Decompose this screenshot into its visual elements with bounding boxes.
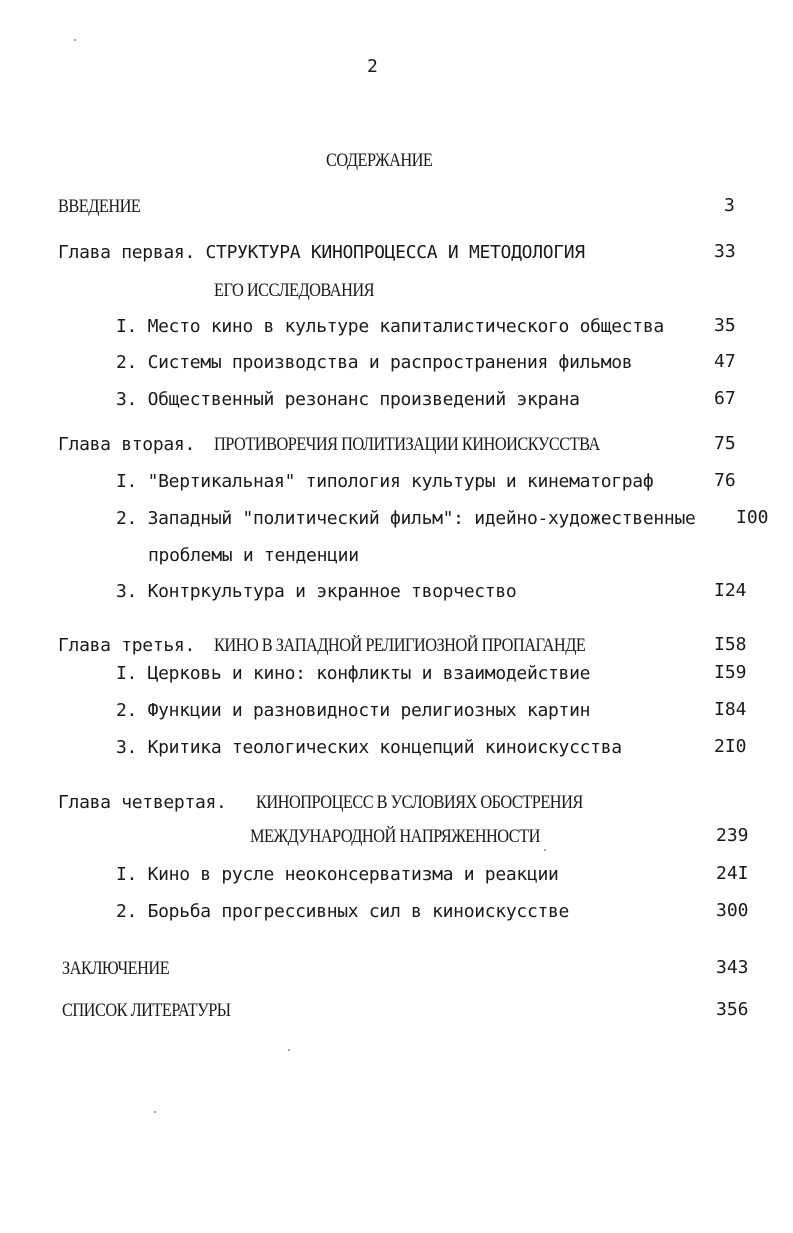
toc-ch2-item-3-page: I24 — [714, 580, 747, 601]
toc-ch2-item-2-line2: проблемы и тенденции — [148, 545, 359, 566]
toc-ch3-item-1: I. Церковь и кино: конфликты и взаимодействие — [116, 663, 591, 684]
toc-ch4-item-2: 2. Борьба прогрессивных сил в киноискусстве — [116, 901, 570, 922]
toc-ch3-item-2-page: I84 — [714, 699, 747, 720]
toc-ch2-title — [58, 434, 195, 456]
toc-conclusion-label: ЗАКЛЮЧЕНИЕ — [62, 958, 170, 979]
toc-ch3-item-1-page: I59 — [714, 662, 747, 683]
toc-ch2-page: 75 — [714, 433, 736, 454]
scan-speck — [74, 39, 76, 41]
toc-ch4-page: 239 — [716, 825, 749, 846]
toc-ch4-title — [58, 792, 227, 814]
toc-bibliography-page: 356 — [716, 999, 749, 1020]
page-number: 2 — [367, 56, 378, 77]
scan-speck — [288, 1049, 290, 1051]
toc-ch4-item-1-page: 24I — [716, 863, 749, 884]
toc-ch4-item-1: I. Кино в русле неоконсерватизма и реакции — [116, 864, 559, 885]
toc-intro-label: ВВЕДЕНИЕ — [58, 196, 141, 217]
toc-ch1-item-2: 2. Системы производства и распространения фильмов — [116, 352, 633, 373]
toc-ch3-title — [58, 635, 195, 657]
toc-ch3-item-3-page: 2I0 — [714, 736, 747, 757]
toc-ch1-item-3-page: 67 — [714, 388, 736, 409]
scan-speck — [544, 849, 546, 851]
page-title: СОДЕРЖАНИЕ — [326, 150, 433, 171]
toc-ch1-item-2-page: 47 — [714, 351, 736, 372]
toc-ch1-item-1-page: 35 — [714, 315, 736, 336]
toc-ch2-item-2: 2. Западный "политический фильм": идейно-художественные — [116, 508, 696, 529]
toc-ch1-title — [58, 242, 585, 264]
toc-ch3-title-prefix: Глава третья. — [58, 635, 195, 656]
toc-ch2-item-1-page: 76 — [714, 470, 736, 491]
toc-ch1-title-line1: Глава первая. СТРУКТУРА КИНОПРОЦЕССА И МЕТОДОЛОГИЯ — [58, 242, 585, 263]
toc-ch4-title-caps1: КИНОПРОЦЕСС В УСЛОВИЯХ ОБОСТРЕНИЯ — [256, 792, 583, 813]
toc-ch2-item-3: 3. Контркультура и экранное творчество — [116, 581, 517, 602]
toc-ch1-page: 33 — [714, 241, 736, 262]
toc-ch3-title-caps: КИНО В ЗАПАДНОЙ РЕЛИГИОЗНОЙ ПРОПАГАНДЕ — [214, 635, 586, 656]
toc-bibliography-label: СПИСОК ЛИТЕРАТУРЫ — [62, 1000, 231, 1021]
toc-ch3-page: I58 — [714, 634, 747, 655]
toc-ch2-item-2-page: I00 — [736, 507, 769, 528]
scan-speck — [154, 1111, 156, 1113]
toc-ch3-item-2: 2. Функции и разновидности религиозных картин — [116, 700, 591, 721]
toc-intro-page: 3 — [724, 195, 735, 216]
toc-ch1-item-3: 3. Общественный резонанс произведений экрана — [116, 389, 580, 410]
toc-ch2-title-prefix: Глава вторая. — [58, 434, 195, 455]
toc-ch4-item-2-page: 300 — [716, 900, 749, 921]
toc-ch4-title-caps2: МЕЖДУНАРОДНОЙ НАПРЯЖЕННОСТИ — [250, 826, 540, 847]
toc-ch2-title-caps: ПРОТИВОРЕЧИЯ ПОЛИТИЗАЦИИ КИНОИСКУССТВА — [214, 434, 600, 455]
toc-ch1-item-1: I. Место кино в культуре капиталистического общества — [116, 316, 664, 337]
toc-ch1-title-line2: ЕГО ИССЛЕДОВАНИЯ — [214, 280, 375, 301]
toc-ch2-item-1: I. "Вертикальная" типология культуры и кинематограф — [116, 471, 654, 492]
toc-conclusion-page: 343 — [716, 957, 749, 978]
toc-ch4-title-prefix: Глава четвертая. — [58, 792, 227, 813]
toc-ch3-item-3: 3. Критика теологических концепций киноискусства — [116, 737, 622, 758]
